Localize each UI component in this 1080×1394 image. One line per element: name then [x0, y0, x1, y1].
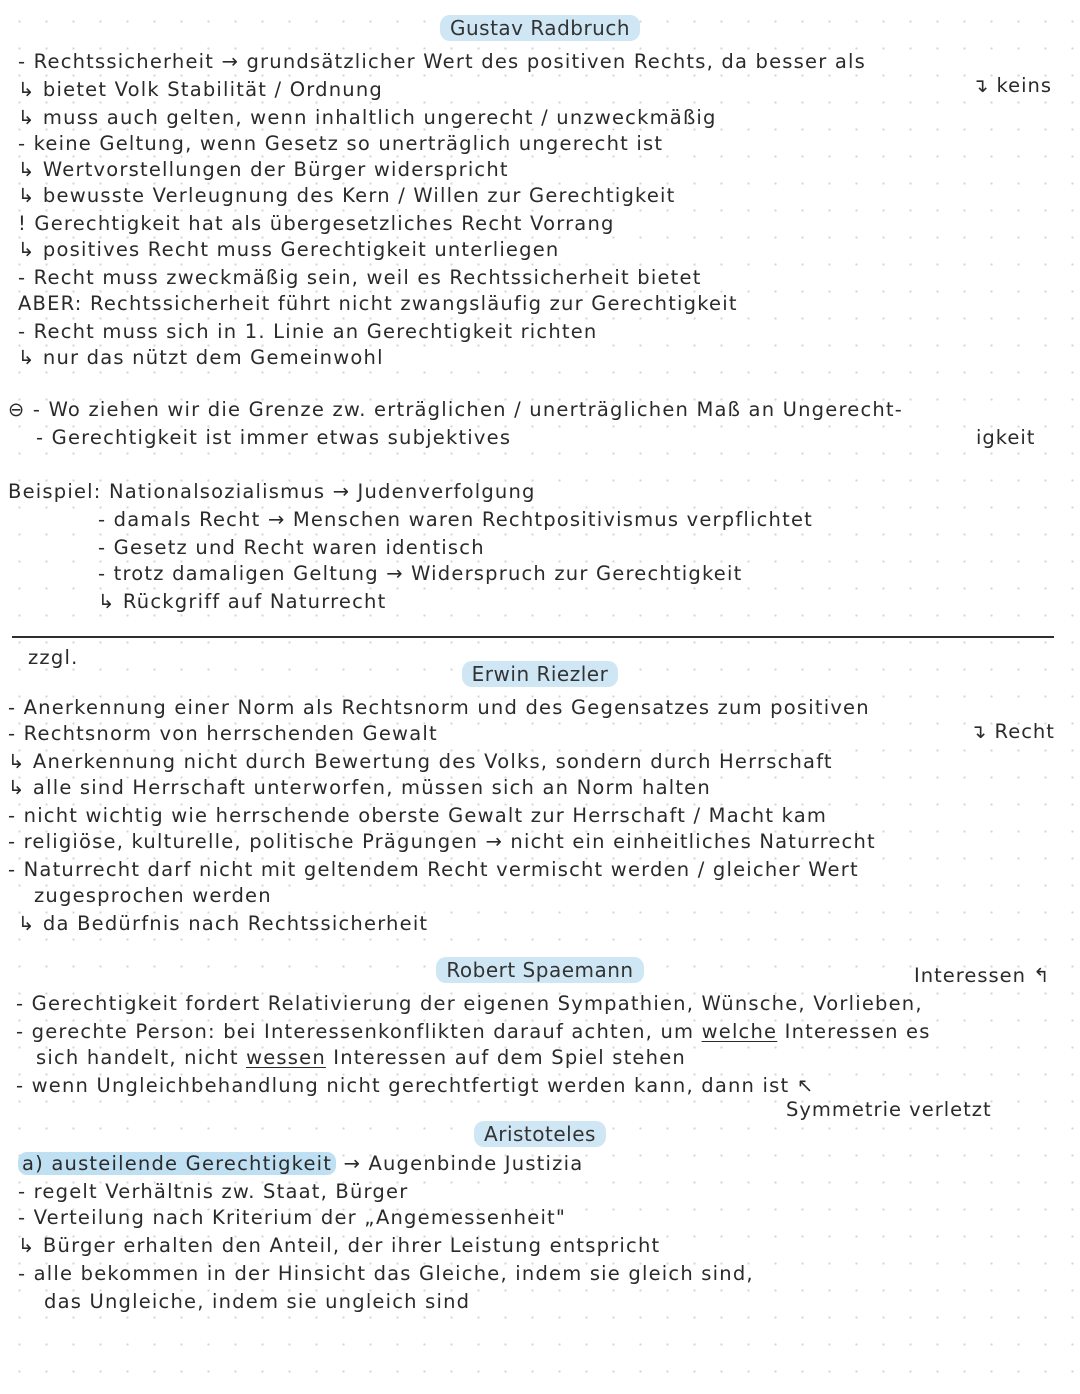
riezler-line-1: - Anerkennung einer Norm als Rechtsnorm und des Gegensatzes zum positiven: [8, 696, 870, 719]
heading-aristoteles: Aristoteles: [0, 1122, 1080, 1146]
radbruch-line-4: - keine Geltung, wenn Gesetz so unerträglich ungerecht ist: [18, 132, 664, 155]
riezler-line-4: ↳ alle sind Herrschaft unterworfen, müssen sich an Norm halten: [8, 776, 711, 799]
radbruch-line-11: - Recht muss sich in 1. Linie an Gerechtigkeit richten: [18, 320, 598, 343]
aristoteles-line-5: - alle bekommen in der Hinsicht das Gleiche, indem sie gleich sind,: [18, 1262, 754, 1285]
riezler-line-2: - Rechtsnorm von herrschenden Gewalt: [8, 722, 438, 745]
spaemann-line-1: - Gerechtigkeit fordert Relativierung der eigenen Sympathien, Wünsche, Vorlieben,: [16, 992, 923, 1015]
spaemann-line-2-underlined: welche: [701, 1020, 778, 1043]
radbruch-side-igkeit: igkeit: [976, 426, 1036, 449]
radbruch-line-6: ↳ bewusste Verleugnung des Kern / Willen zur Gerechtigkeit: [18, 184, 676, 207]
riezler-line-8: zugesprochen werden: [34, 884, 272, 907]
radbruch-critique-1: ⊖ - Wo ziehen wir die Grenze zw. erträglichen / unerträglichen Maß an Ungerecht-: [8, 398, 904, 421]
aristoteles-line-6: das Ungleiche, indem sie ungleich sind: [44, 1290, 471, 1313]
example-line-3: - trotz damaligen Geltung → Widerspruch zur Gerechtigkeit: [98, 562, 743, 585]
zzgl-note: zzgl.: [28, 646, 79, 669]
aristoteles-line-1: [18, 1152, 583, 1176]
spaemann-line-2-b: Interessen es: [777, 1020, 931, 1043]
example-label-text: Beispiel:: [8, 480, 102, 503]
radbruch-line-3: ↳ muss auch gelten, wenn inhaltlich ungerecht / unzweckmäßig: [18, 106, 717, 129]
aristoteles-line-2: - regelt Verhältnis zw. Staat, Bürger: [18, 1180, 409, 1203]
section-divider: [12, 636, 1054, 638]
riezler-line-9: ↳ da Bedürfnis nach Rechtssicherheit: [18, 912, 429, 935]
spaemann-line-3: [36, 1046, 686, 1070]
spaemann-side-symmetrie: Symmetrie verletzt: [786, 1098, 992, 1121]
example-title: Nationalsozialismus → Judenverfolgung: [108, 480, 536, 503]
example-label: [8, 480, 536, 504]
heading-riezler: Erwin Riezler: [0, 662, 1080, 686]
heading-radbruch: Gustav Radbruch: [0, 16, 1080, 40]
radbruch-line-12: ↳ nur das nützt dem Gemeinwohl: [18, 346, 384, 369]
spaemann-line-3-underlined: wessen: [246, 1046, 326, 1069]
spaemann-side-interessen: Interessen ↰: [914, 964, 1051, 987]
aristoteles-highlight-rest: → Augenbinde Justizia: [336, 1152, 584, 1175]
aristoteles-highlight: a) austeilende Gerechtigkeit: [18, 1152, 336, 1175]
spaemann-line-3-b: Interessen auf dem Spiel stehen: [325, 1046, 686, 1069]
spaemann-line-2-a: - gerechte Person: bei Interessenkonflikten darauf achten, um: [16, 1020, 702, 1043]
radbruch-critique-2: - Gerechtigkeit ist immer etwas subjektives: [36, 426, 512, 449]
radbruch-line-10: ABER: Rechtssicherheit führt nicht zwangsläufig zur Gerechtigkeit: [18, 292, 738, 315]
riezler-line-7: - Naturrecht darf nicht mit geltendem Recht vermischt werden / gleicher Wert: [8, 858, 859, 881]
example-line-2: - Gesetz und Recht waren identisch: [98, 536, 485, 559]
aristoteles-line-4: ↳ Bürger erhalten den Anteil, der ihrer Leistung entspricht: [18, 1234, 661, 1257]
radbruch-side-keins: ↴ keins: [972, 74, 1053, 97]
riezler-line-3: ↳ Anerkennung nicht durch Bewertung des Volks, sondern durch Herrschaft: [8, 750, 833, 773]
radbruch-line-2: ↳ bietet Volk Stabilität / Ordnung: [18, 78, 383, 101]
example-line-1: - damals Recht → Menschen waren Rechtpositivismus verpflichtet: [98, 508, 814, 531]
spaemann-line-4: - wenn Ungleichbehandlung nicht gerechtfertigt werden kann, dann ist ↖: [16, 1074, 815, 1097]
radbruch-line-7: ! Gerechtigkeit hat als übergesetzliches Recht Vorrang: [18, 212, 615, 235]
heading-spaemann: Robert Spaemann: [0, 958, 1080, 982]
riezler-side-recht: ↴ Recht: [970, 720, 1055, 743]
riezler-line-5: - nicht wichtig wie herrschende oberste Gewalt zur Herrschaft / Macht kam: [8, 804, 828, 827]
spaemann-line-3-a: sich handelt, nicht: [36, 1046, 247, 1069]
radbruch-line-5: ↳ Wertvorstellungen der Bürger widerspricht: [18, 158, 509, 181]
radbruch-line-9: - Recht muss zweckmäßig sein, weil es Rechtssicherheit bietet: [18, 266, 702, 289]
example-line-4: ↳ Rückgriff auf Naturrecht: [98, 590, 387, 613]
spaemann-line-2: [16, 1020, 931, 1044]
riezler-line-6: - religiöse, kulturelle, politische Prägungen → nicht ein einheitliches Naturrecht: [8, 830, 876, 853]
radbruch-line-1: - Rechtssicherheit → grundsätzlicher Wert des positiven Rechts, da besser als: [18, 50, 866, 73]
radbruch-line-8: ↳ positives Recht muss Gerechtigkeit unterliegen: [18, 238, 560, 261]
aristoteles-line-3: - Verteilung nach Kriterium der „Angemessenheit": [18, 1206, 567, 1229]
